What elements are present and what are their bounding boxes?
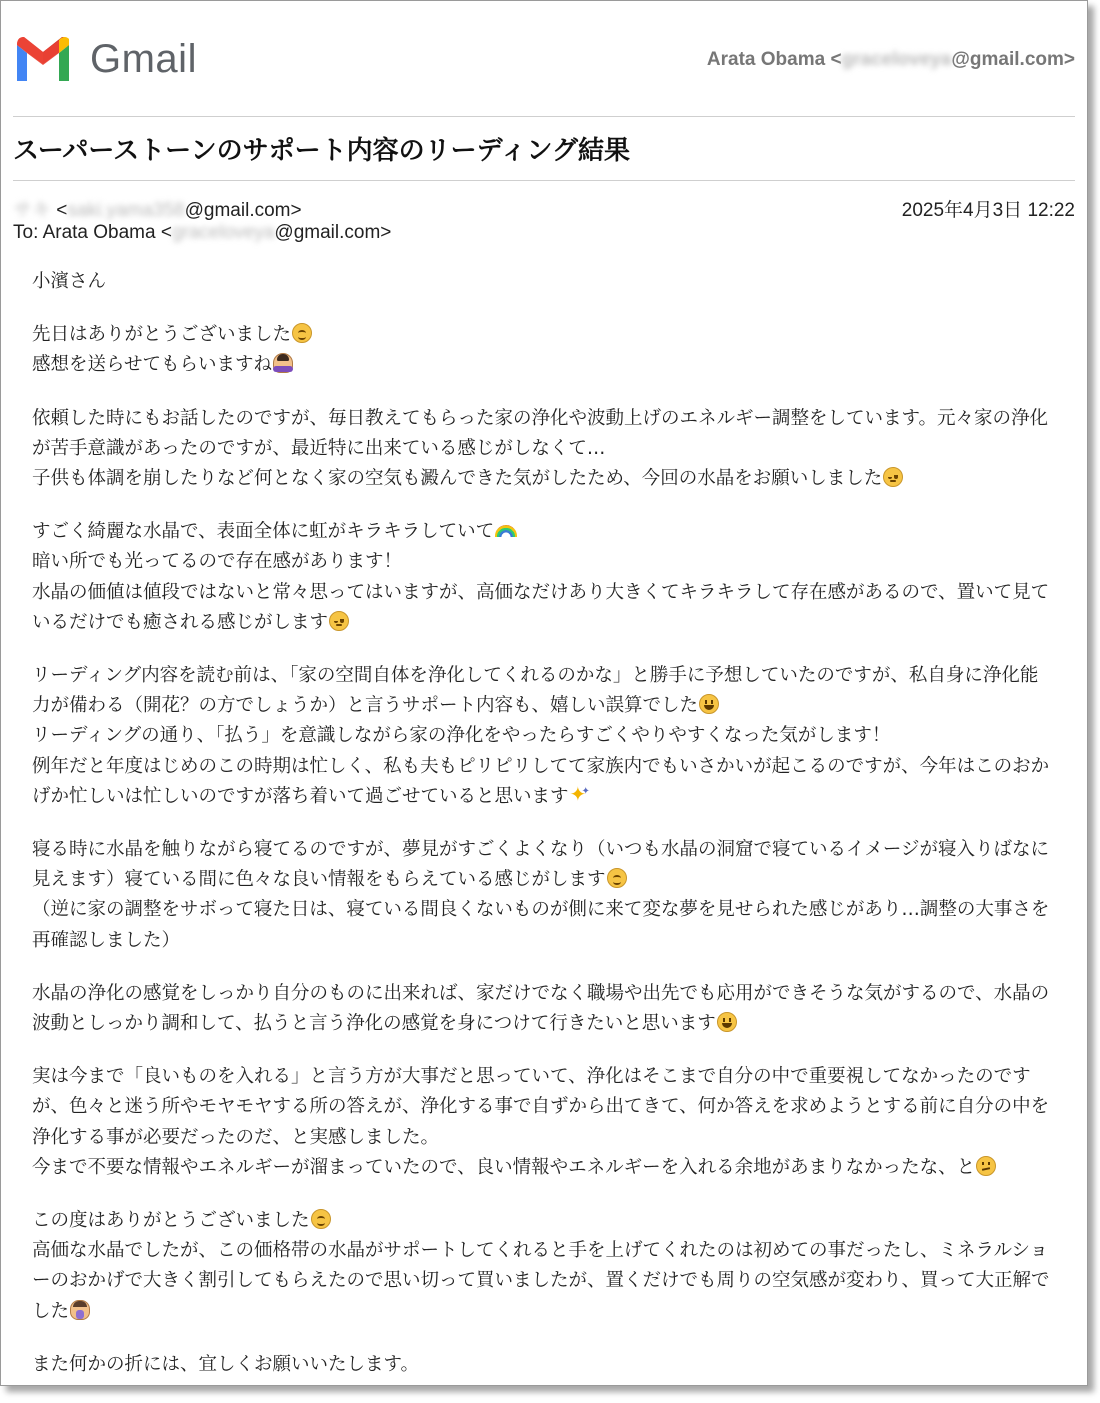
body-text: 寝る時に水晶を触りながら寝てるのですが、夢見がすごくよくなり（いつも水晶の洞窟で寝ているイメージが寝入りばなに見えます）寝ている間に色々な良い情報をもらえている感じがします	[32, 839, 1049, 891]
closing-paragraph	[32, 1350, 1050, 1380]
thinking-face-emoji-icon	[976, 1156, 996, 1176]
header-divider	[13, 116, 1075, 117]
account-identity: Arata Obama <graceloveya@gmail.com>	[706, 49, 1075, 70]
folded-hands-person-emoji-icon	[70, 1300, 90, 1320]
body-text: 感想を送らせてもらいますね	[32, 354, 272, 376]
body-text: この度はありがとうございました	[32, 1210, 310, 1232]
greeting-text: 小濱さん	[32, 271, 107, 292]
greeting-paragraph	[32, 267, 1050, 297]
grinning-face-emoji-icon	[717, 1012, 737, 1032]
gratitude-paragraph	[32, 1206, 1050, 1327]
body-text: すごく綺麗な水晶で、表面全体に虹がキラキラしていて	[32, 521, 495, 543]
smiling-face-emoji-icon	[311, 1209, 331, 1229]
body-text: 今まで不要な情報やエネルギーが溜まっていたので、良い情報やエネルギーを入れる余地があまりなかったな、と	[32, 1156, 976, 1178]
crystal-paragraph	[32, 517, 1050, 638]
smiling-face-emoji-icon	[292, 323, 312, 343]
rainbow-emoji-icon	[495, 525, 517, 537]
gmail-logo-icon	[13, 35, 73, 81]
recipient-line	[13, 222, 391, 244]
smiling-face-emoji-icon	[607, 868, 627, 888]
sender-name-redacted: サキ	[13, 200, 52, 221]
body-text: リーディング内容を読む前は、「家の空間自体を浄化してくれるのかな」と勝手に予想していたのですが、私自身に浄化能力が備わる（開花？の方でしょうか）と言うサポート内容も、嬉しい誤算でした	[32, 665, 1039, 717]
email-subject: スーパーストーンのサポート内容のリーディング結果	[13, 136, 630, 166]
body-text: 例年だと年度はじめのこの時期は忙しく、私も夫もピリピリしてて家族内でもいさかいが起こるのですが、今年はこのおかげか忙しいは忙しいのですが落ち着いて過ごせていると思います	[32, 755, 1050, 807]
sparkles-emoji-icon	[570, 783, 592, 805]
thanks-paragraph	[32, 320, 1050, 380]
sender-email-domain: @gmail.com>	[184, 200, 302, 221]
relieved-face-emoji-icon	[883, 467, 903, 487]
email-date: 2025年4月3日 12:22	[901, 200, 1075, 221]
body-text: 先日はありがとうございました	[32, 324, 292, 346]
subject-divider	[13, 180, 1075, 181]
body-text: 子供も体調を崩したりなど何となく家の空気も澱んできた気がしたため、今回の水晶をお願いしました	[32, 468, 883, 490]
body-text: 実は今まで「良いものを入れる」と言う方が大事だと思っていて、浄化はそこまで自分の中で重要視してなかったのですが、色々と迷う所やモヤモヤする所の答えが、浄化する事で自ずから出てきて、何か答えを求めようとする前に自分の中を浄化する事が必要だったのだ、と実感しました。	[32, 1066, 1050, 1148]
sender-email-redacted: saki.yama358	[67, 200, 185, 221]
sender-line: サキ <saki.yama358@gmail.com>	[13, 195, 302, 222]
purification-paragraph	[32, 979, 1050, 1039]
reading-paragraph	[32, 661, 1050, 812]
gmail-logo-text: Gmail	[90, 37, 197, 81]
realization-paragraph	[32, 1062, 1050, 1183]
recipient-email-redacted: graceloveya	[171, 222, 275, 243]
body-text: （逆に家の調整をサボって寝た日は、寝ている間良くないものが側に来て変な夢を見せられた感じがあり…調整の大事さを再確認しました）	[32, 899, 1050, 951]
body-text: 高価な水晶でしたが、この価格帯の水晶がサポートしてくれると手を上げてくれたのは初めての事だったし、ミネラルショーのおかげで大きく割引してもらえたので思い切って買いましたが、置くだけでも周りの空気感が変わり、買って大正解でした	[32, 1240, 1050, 1322]
gmail-header	[13, 35, 1075, 85]
body-text: リーディングの通り、「払う」を意識しながら家の浄化をやったらすごくやりやすくなった気がします！	[32, 725, 891, 747]
grinning-face-emoji-icon	[699, 694, 719, 714]
relieved-face-emoji-icon	[329, 611, 349, 631]
body-text: 水晶の浄化の感覚をしっかり自分のものに出来れば、家だけでなく職場や出先でも応用ができそうな気がするので、水晶の波動としっかり調和して、払うと言う浄化の感覚を身につけて行きたいと思います	[32, 982, 1050, 1035]
account-email-domain: @gmail.com>	[951, 49, 1075, 70]
request-paragraph	[32, 404, 1050, 495]
closing-text: また何かの折には、宜しくお願いいたします。	[32, 1353, 420, 1375]
recipient-email-domain: @gmail.com>	[274, 222, 392, 243]
bowing-person-emoji-icon	[273, 353, 293, 373]
recipient-label: To: Arata Obama <	[13, 222, 172, 243]
body-text: 依頼した時にもお話したのですが、毎日教えてもらった家の浄化や波動上げのエネルギー調整をしています。元々家の浄化が苦手意識があったのですが、最近特に出来ている感じがしなくて…	[32, 407, 1049, 459]
account-email-redacted: graceloveya	[841, 49, 952, 70]
body-text: 暗い所でも光ってるので存在感があります！	[32, 551, 403, 573]
body-text: 水晶の価値は値段ではないと常々思ってはいますが、高価なだけあり大きくてキラキラして存在感があるので、置いて見ているだけでも癒される感じがします	[32, 581, 1050, 633]
email-body	[32, 267, 1050, 1403]
sleep-paragraph	[32, 835, 1050, 956]
account-name: Arata Obama	[706, 49, 826, 70]
